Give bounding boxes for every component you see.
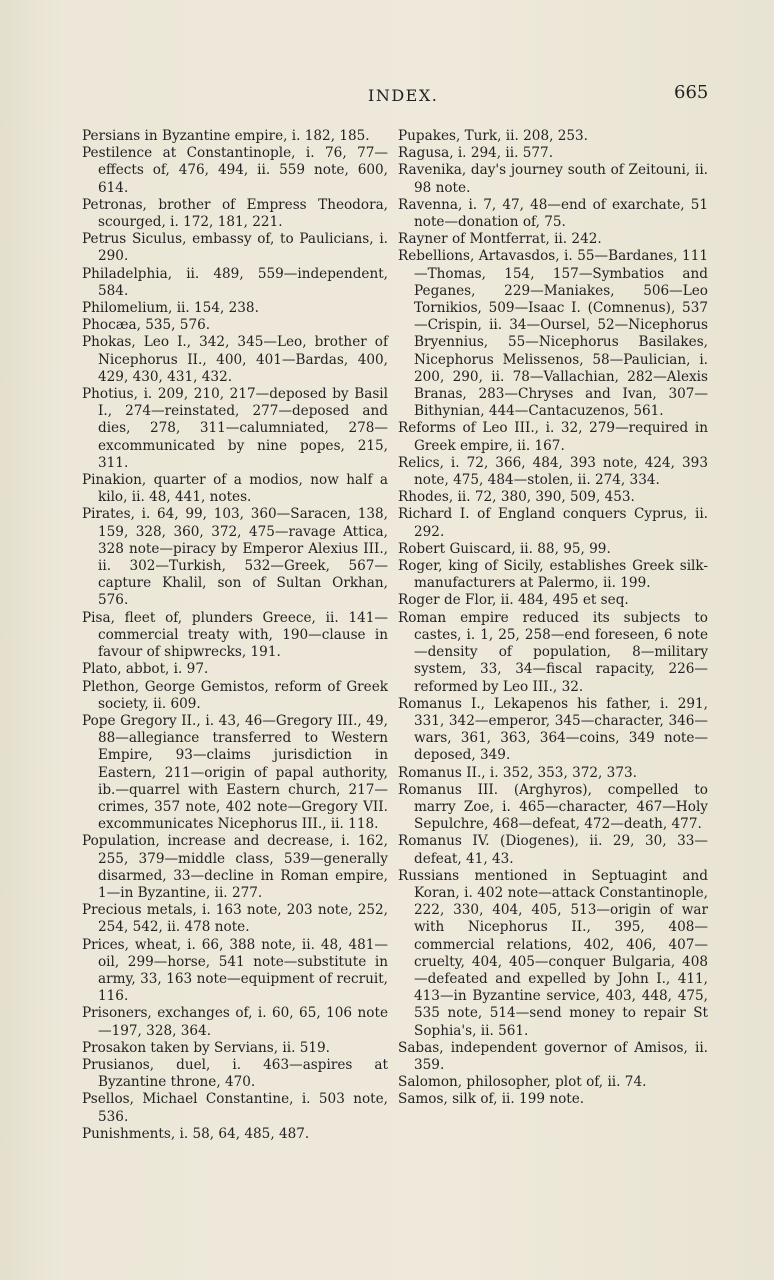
index-column-left <box>82 128 388 1143</box>
index-entry: Prusianos, duel, i. 463—aspires at Byzantine throne, 470. <box>82 1056 388 1091</box>
index-entry: Precious metals, i. 163 note, 203 note, 252, 254, 542, ii. 478 note. <box>82 902 388 936</box>
index-entry: Romanus IV. (Diogenes), ii. 29, 30, 33—defeat, 41, 43. <box>398 833 708 867</box>
index-entry: Reforms of Leo III., i. 32, 279—required in Greek empire, ii. 167. <box>398 420 708 454</box>
index-entry: Ragusa, i. 294, ii. 577. <box>398 145 554 162</box>
index-entry: Pisa, fleet of, plunders Greece, ii. 141—commercial treaty with, 190—clause in favour of shipwrecks, 191. <box>82 609 388 661</box>
index-entry: Plethon, George Gemistos, reform of Greek society, ii. 609. <box>82 678 388 712</box>
index-entry: Roger, king of Sicily, establishes Greek silk-manufacturers at Palermo, ii. 199. <box>398 558 708 592</box>
index-entry: Romanus I., Lekapenos his father, i. 291, 331, 342—emperor, 345—character, 346—wars, 361, 363, 364—coins, 349 note—deposed, 349. <box>398 695 708 764</box>
index-entry: Romanus III. (Arghyros), compelled to marry Zoe, i. 465—character, 467—Holy Sepulchre, 468—defeat, 472—death, 477. <box>398 781 708 833</box>
index-entry: Pinakion, quarter of a modios, now half a kilo, ii. 48, 441, notes. <box>82 472 388 506</box>
index-entry: Punishments, i. 58, 64, 485, 487. <box>82 1125 310 1142</box>
index-entry: Ravenika, day's journey south of Zeitouni, ii. 98 note. <box>398 162 708 196</box>
index-entry: Petronas, brother of Empress Theodora, scourged, i. 172, 181, 221. <box>82 196 388 231</box>
index-entry: Sabas, independent governor of Amisos, ii. 359. <box>398 1039 708 1073</box>
index-entry: Roger de Flor, ii. 484, 495 et seq. <box>398 592 629 609</box>
index-entry: Population, increase and decrease, i. 162, 255, 379—middle class, 539—generally disarmed, 33—decline in Roman empire, 1—in Byzantine, ii. 277. <box>82 833 388 901</box>
index-entry: Pupakes, Turk, ii. 208, 253. <box>398 128 589 144</box>
index-entry: Rhodes, ii. 72, 380, 390, 509, 453. <box>398 489 635 506</box>
index-entry: Ravenna, i. 7, 47, 48—end of exarchate, 51 note—donation of, 75. <box>398 196 708 231</box>
page-number: 665 <box>674 82 709 103</box>
index-entry: Salomon, philosopher, plot of, ii. 74. <box>398 1074 647 1091</box>
running-head: INDEX. <box>368 86 439 105</box>
index-entry: Pirates, i. 64, 99, 103, 360—Saracen, 138, 159, 328, 360, 372, 475—ravage Attica, 328 note—piracy by Emperor Alexius III., ii. 302—Turkish, 532—Greek, 567—capture Khalil, son of Sultan Orkhan, 576. <box>82 506 388 609</box>
index-entry: Pope Gregory II., i. 43, 46—Gregory III., 49, 88—allegiance transferred to Western Empire, 93—claims jurisdiction in Eastern, 211—origin of papal authority, ib.—quarrel with Eastern church, 217—crimes, 357 note, 402 note—Gregory VII. excommunicates Nicephorus III., ii. 118. <box>82 712 388 833</box>
index-entry: Samos, silk of, ii. 199 note. <box>398 1091 585 1108</box>
index-entry: Roman empire reduced its subjects to castes, i. 1, 25, 258—end foreseen, 6 note—density of population, 8—military system, 33, 34—fiscal rapacity, 226—reformed by Leo III., 32. <box>398 609 708 695</box>
index-entry: Philadelphia, ii. 489, 559—independent, 584. <box>82 265 388 299</box>
index-entry: Rayner of Montferrat, ii. 242. <box>398 231 602 248</box>
index-entry: Rebellions, Artavasdos, i. 55—Bardanes, 111—Thomas, 154, 157—Symbatios and Peganes, 229—Maniakes, 506—Leo Tornikios, 509—Isaac I. (Comnenus), 537—Crispin, ii. 34—Oursel, 52—Nicephorus Bryennius, 55—Nicephorus Basilakes, Nicephorus Melissenos, 58—Paulician, i. 200, 290, ii. 78—Vallachian, 282—Alexis Branas, 283—Chryses and Ivan, 307—Bithynian, 444—Cantacuzenos, 561. <box>398 248 708 420</box>
index-entry: Phokas, Leo I., 342, 345—Leo, brother of Nicephorus II., 400, 401—Bardas, 400, 429, 430, 431, 432. <box>82 334 388 385</box>
index-entry: Petrus Siculus, embassy of, to Paulicians, i. 290. <box>82 231 388 265</box>
index-entry: Prosakon taken by Servians, ii. 519. <box>82 1039 330 1056</box>
index-entry: Relics, i. 72, 366, 484, 393 note, 424, 393 note, 475, 484—stolen, ii. 274, 334. <box>398 454 708 489</box>
index-entry: Russians mentioned in Septuagint and Koran, i. 402 note—attack Constantinople, 222, 330, 404, 405, 513—origin of war with Nicephorus II., 395, 408—commercial relations, 402, 406, 407—cruelty, 404, 405—conquer Bulgaria, 408—defeated and expelled by John I., 411, 413—in Byzantine service, 403, 448, 475, 535 note, 514—send money to repair St Sophia's, ii. 561. <box>398 867 708 1039</box>
index-entry: Philomelium, ii. 154, 238. <box>82 300 259 317</box>
index-entry: Romanus II., i. 352, 353, 372, 373. <box>398 764 637 781</box>
index-entry: Pestilence at Constantinople, i. 76, 77—effects of, 476, 494, ii. 559 note, 600, 614. <box>82 145 388 196</box>
index-column-right <box>398 128 708 1109</box>
index-entry: Richard I. of England conquers Cyprus, ii. 292. <box>398 506 708 540</box>
index-entry: Persians in Byzantine empire, i. 182, 185. <box>82 128 370 144</box>
index-entry: Phocæa, 535, 576. <box>82 317 211 334</box>
index-entry: Photius, i. 209, 210, 217—deposed by Basil I., 274—reinstated, 277—deposed and dies, 278, 311—calumniated, 278—excommunicated by nine popes, 215, 311. <box>82 386 388 471</box>
index-entry: Prices, wheat, i. 66, 388 note, ii. 48, 481—oil, 299—horse, 541 note—substitute in army, 33, 163 note—equipment of recruit, 116. <box>82 936 388 1005</box>
page-header <box>0 82 774 110</box>
index-entry: Prisoners, exchanges of, i. 60, 65, 106 note—197, 328, 364. <box>82 1005 388 1039</box>
index-entry: Plato, abbot, i. 97. <box>82 661 209 678</box>
index-entry: Psellos, Michael Constantine, i. 503 note, 536. <box>82 1091 388 1125</box>
index-entry: Robert Guiscard, ii. 88, 95, 99. <box>398 540 611 557</box>
